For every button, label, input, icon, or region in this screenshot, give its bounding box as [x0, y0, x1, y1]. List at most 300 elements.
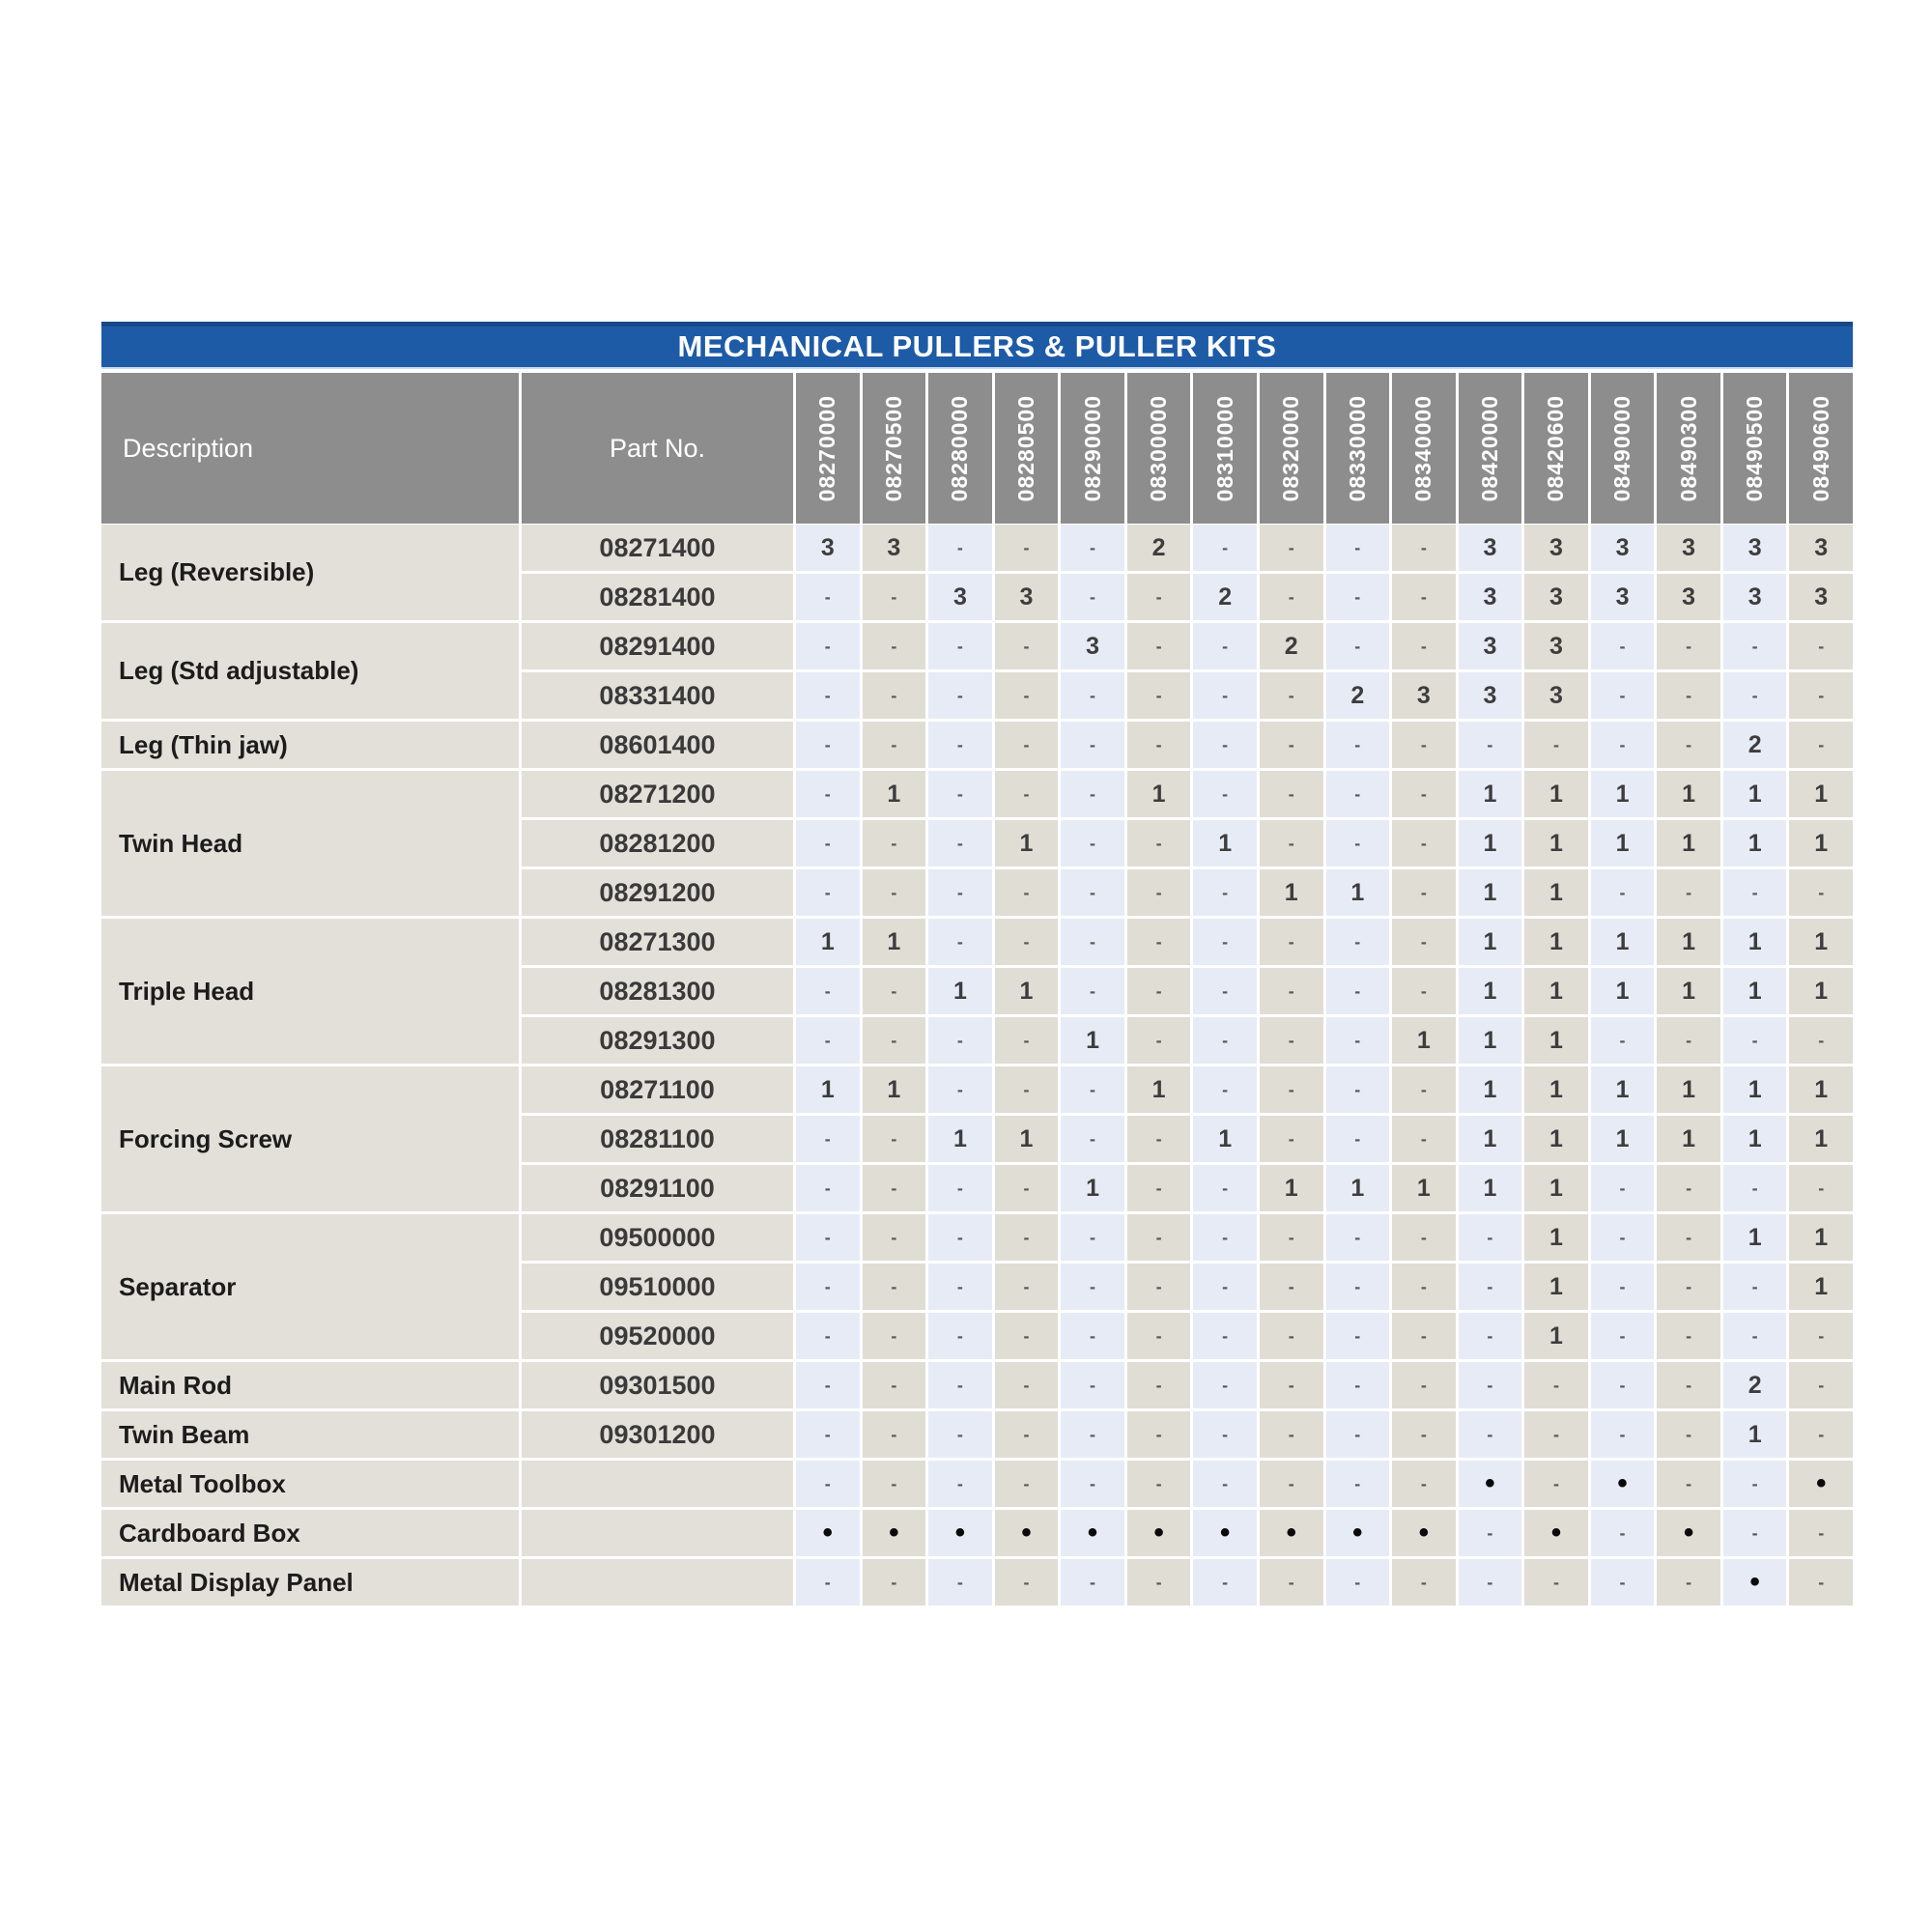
qty-cell: - [863, 722, 926, 768]
qty-cell: - [1127, 968, 1191, 1014]
qty-cell: - [1193, 1461, 1257, 1507]
qty-cell: 1 [1459, 820, 1522, 867]
qty-cell: - [796, 623, 860, 669]
qty-cell: • [796, 1510, 860, 1556]
qty-cell: - [1193, 1264, 1257, 1310]
description-cell: Twin Beam [101, 1411, 519, 1458]
qty-cell: - [1326, 1264, 1390, 1310]
table-body [101, 525, 1853, 1605]
qty-cell: - [1193, 672, 1257, 719]
qty-cell: 1 [995, 1116, 1059, 1162]
qty-cell: 3 [1723, 574, 1787, 620]
part-no-cell: 08281200 [522, 820, 793, 867]
qty-cell: - [1260, 919, 1323, 965]
qty-cell: - [1591, 1264, 1655, 1310]
qty-cell: - [1392, 525, 1456, 571]
qty-cell: • [1789, 1461, 1853, 1507]
kit-column-number: 08320000 [1278, 394, 1304, 502]
qty-cell: 1 [1459, 1017, 1522, 1064]
part-no-cell: 08271300 [522, 919, 793, 965]
part-no-cell: 09520000 [522, 1313, 793, 1359]
qty-cell: - [1061, 869, 1124, 916]
part-no-cell: 09510000 [522, 1264, 793, 1310]
qty-cell: - [1723, 1264, 1787, 1310]
qty-cell: 1 [1591, 1116, 1655, 1162]
kit-column-header [1591, 373, 1655, 524]
qty-cell: - [928, 820, 992, 867]
qty-cell: - [1789, 1362, 1853, 1408]
qty-cell: - [1657, 1165, 1720, 1211]
qty-cell: 1 [1524, 1116, 1588, 1162]
qty-cell: - [1326, 1017, 1390, 1064]
qty-cell: - [1326, 1461, 1390, 1507]
qty-cell: - [1061, 722, 1124, 768]
qty-cell: 1 [1524, 968, 1588, 1014]
qty-cell: - [1127, 722, 1191, 768]
qty-cell: - [863, 1461, 926, 1507]
qty-cell: 1 [995, 820, 1059, 867]
qty-cell: - [1392, 1461, 1456, 1507]
kit-column-number: 08300000 [1146, 394, 1172, 502]
qty-cell: - [1193, 919, 1257, 965]
qty-cell: 1 [1591, 919, 1655, 965]
kit-column-header [1127, 373, 1191, 524]
qty-cell: 1 [1657, 1066, 1720, 1113]
qty-cell: - [928, 525, 992, 571]
qty-cell: 1 [1524, 1066, 1588, 1113]
qty-cell: - [1193, 968, 1257, 1014]
qty-cell: - [928, 1017, 992, 1064]
qty-cell: - [1789, 1313, 1853, 1359]
description-cell: Leg (Thin jaw) [101, 722, 519, 768]
qty-cell: • [1326, 1510, 1390, 1556]
qty-cell: - [928, 1411, 992, 1458]
qty-cell: - [1392, 869, 1456, 916]
qty-cell: 1 [1723, 1116, 1787, 1162]
qty-cell: - [1392, 1559, 1456, 1605]
qty-cell: 1 [1524, 1017, 1588, 1064]
qty-cell: - [928, 1559, 992, 1605]
qty-cell: 1 [1723, 771, 1787, 817]
qty-cell: - [995, 623, 1059, 669]
kit-column-number: 08270500 [880, 394, 906, 502]
qty-cell: - [1260, 1461, 1323, 1507]
qty-cell: - [995, 1264, 1059, 1310]
qty-cell: - [1193, 1313, 1257, 1359]
qty-cell: - [1260, 771, 1323, 817]
part-no-cell: 08281400 [522, 574, 793, 620]
qty-cell: - [928, 1313, 992, 1359]
qty-cell: - [863, 1411, 926, 1458]
part-no-cell: 09301500 [522, 1362, 793, 1408]
qty-cell: - [796, 1362, 860, 1408]
qty-cell: - [1591, 869, 1655, 916]
qty-cell: - [863, 574, 926, 620]
description-cell: Forcing Screw [101, 1066, 519, 1211]
qty-cell: 3 [1459, 623, 1522, 669]
qty-cell: 1 [1723, 1411, 1787, 1458]
qty-cell: - [1723, 869, 1787, 916]
qty-cell: - [1326, 574, 1390, 620]
qty-cell: - [1127, 1017, 1191, 1064]
qty-cell: - [1127, 1461, 1191, 1507]
qty-cell: 1 [1789, 1264, 1853, 1310]
qty-cell: - [1392, 722, 1456, 768]
qty-cell: - [995, 525, 1059, 571]
description-cell: Metal Display Panel [101, 1559, 519, 1605]
qty-cell: - [1657, 1461, 1720, 1507]
qty-cell: - [1591, 1017, 1655, 1064]
qty-cell: - [1061, 1264, 1124, 1310]
qty-cell: 1 [1657, 771, 1720, 817]
table-title: MECHANICAL PULLERS & PULLER KITS [101, 322, 1853, 369]
qty-cell: - [1127, 574, 1191, 620]
qty-cell: - [995, 1313, 1059, 1359]
qty-cell: - [928, 771, 992, 817]
kit-column-header [863, 373, 926, 524]
qty-cell: - [1193, 525, 1257, 571]
qty-cell: - [1260, 1411, 1323, 1458]
qty-cell: - [796, 1411, 860, 1458]
qty-cell: - [1061, 820, 1124, 867]
qty-cell: - [1326, 820, 1390, 867]
qty-cell: - [1260, 1313, 1323, 1359]
qty-cell: - [796, 869, 860, 916]
qty-cell: - [1657, 722, 1720, 768]
qty-cell: - [863, 1313, 926, 1359]
kit-column-number: 08490000 [1609, 394, 1635, 502]
qty-cell: - [928, 672, 992, 719]
qty-cell: - [796, 722, 860, 768]
qty-cell: - [1591, 1411, 1655, 1458]
kit-column-header [1789, 373, 1853, 524]
kit-column-number: 08420000 [1476, 394, 1502, 502]
qty-cell: - [1723, 1313, 1787, 1359]
qty-cell: - [1392, 919, 1456, 965]
qty-cell: - [1459, 1214, 1522, 1261]
qty-cell: - [1789, 1510, 1853, 1556]
qty-cell: - [1193, 1165, 1257, 1211]
kit-column-header [1260, 373, 1323, 524]
qty-cell: 3 [1392, 672, 1456, 719]
qty-cell: - [1260, 820, 1323, 867]
qty-cell: - [995, 1017, 1059, 1064]
qty-cell: 3 [995, 574, 1059, 620]
qty-cell: 1 [796, 1066, 860, 1113]
qty-cell: - [796, 968, 860, 1014]
qty-cell: 2 [1127, 525, 1191, 571]
qty-cell: - [1657, 1411, 1720, 1458]
part-no-cell [522, 1510, 793, 1556]
qty-cell: 3 [1524, 672, 1588, 719]
qty-cell: - [1193, 1066, 1257, 1113]
qty-cell: - [796, 1313, 860, 1359]
qty-cell: - [1061, 672, 1124, 719]
part-no-cell [522, 1559, 793, 1605]
qty-cell: - [1524, 722, 1588, 768]
qty-cell: 1 [1524, 1165, 1588, 1211]
qty-cell: - [1127, 1411, 1191, 1458]
qty-cell: - [1657, 869, 1720, 916]
qty-cell: - [1260, 1264, 1323, 1310]
qty-cell: - [1326, 1066, 1390, 1113]
qty-cell: 3 [928, 574, 992, 620]
qty-cell: 3 [1723, 525, 1787, 571]
qty-cell: 1 [995, 968, 1059, 1014]
qty-cell: - [863, 1264, 926, 1310]
description-cell: Cardboard Box [101, 1510, 519, 1556]
qty-cell: 1 [1591, 968, 1655, 1014]
qty-cell: - [1524, 1411, 1588, 1458]
qty-cell: - [1789, 722, 1853, 768]
qty-cell: - [1789, 672, 1853, 719]
qty-cell: - [1459, 1411, 1522, 1458]
qty-cell: - [1657, 1214, 1720, 1261]
qty-cell: - [928, 1362, 992, 1408]
qty-cell: - [1392, 1362, 1456, 1408]
qty-cell: - [796, 1116, 860, 1162]
qty-cell: 1 [1459, 968, 1522, 1014]
qty-cell: - [995, 869, 1059, 916]
qty-cell: - [796, 820, 860, 867]
description-cell: Metal Toolbox [101, 1461, 519, 1507]
qty-cell: - [1061, 1559, 1124, 1605]
qty-cell: - [1591, 1214, 1655, 1261]
qty-cell: 1 [1392, 1165, 1456, 1211]
qty-cell: - [796, 672, 860, 719]
part-no-cell [522, 1461, 793, 1507]
part-no-cell: 08271100 [522, 1066, 793, 1113]
qty-cell: 2 [1723, 1362, 1787, 1408]
qty-cell: 1 [1723, 1066, 1787, 1113]
qty-cell: 3 [1459, 672, 1522, 719]
qty-cell: 2 [1260, 623, 1323, 669]
qty-cell: - [1591, 1313, 1655, 1359]
qty-cell: - [1127, 919, 1191, 965]
qty-cell: - [1723, 1510, 1787, 1556]
qty-cell: 1 [1789, 968, 1853, 1014]
qty-cell: - [1326, 623, 1390, 669]
kit-column-header [1459, 373, 1522, 524]
qty-cell: 1 [1723, 1214, 1787, 1261]
qty-cell: - [1723, 623, 1787, 669]
qty-cell: 1 [1459, 771, 1522, 817]
qty-cell: 1 [1789, 919, 1853, 965]
qty-cell: 1 [1524, 1264, 1588, 1310]
kit-column-header [1193, 373, 1257, 524]
qty-cell: - [1061, 771, 1124, 817]
part-no-cell: 09500000 [522, 1214, 793, 1261]
header-part-no: Part No. [522, 373, 793, 524]
qty-cell: - [1193, 771, 1257, 817]
qty-cell: - [1392, 1313, 1456, 1359]
qty-cell: - [1326, 525, 1390, 571]
qty-cell: - [796, 1017, 860, 1064]
description-cell: Main Rod [101, 1362, 519, 1408]
qty-cell: - [1127, 1165, 1191, 1211]
qty-cell: - [1392, 1264, 1456, 1310]
qty-cell: - [928, 1461, 992, 1507]
qty-cell: 2 [1326, 672, 1390, 719]
qty-cell: - [1127, 820, 1191, 867]
kit-column-number: 08270000 [814, 394, 840, 502]
qty-cell: - [1061, 1461, 1124, 1507]
qty-cell: • [1193, 1510, 1257, 1556]
description-cell: Leg (Reversible) [101, 525, 519, 620]
qty-cell: - [995, 1066, 1059, 1113]
qty-cell: 1 [1789, 1214, 1853, 1261]
qty-cell: - [1591, 623, 1655, 669]
qty-cell: - [1392, 574, 1456, 620]
qty-cell: 1 [1524, 919, 1588, 965]
kit-column-number: 08280500 [1012, 394, 1038, 502]
qty-cell: • [995, 1510, 1059, 1556]
qty-cell: 1 [1392, 1017, 1456, 1064]
qty-cell: 1 [1127, 771, 1191, 817]
qty-cell: - [1260, 968, 1323, 1014]
qty-cell: - [928, 1214, 992, 1261]
qty-cell: - [1193, 1017, 1257, 1064]
qty-cell: 1 [1459, 919, 1522, 965]
qty-cell: • [1392, 1510, 1456, 1556]
qty-cell: 1 [928, 968, 992, 1014]
qty-cell: - [863, 869, 926, 916]
qty-cell: • [1591, 1461, 1655, 1507]
qty-cell: 1 [1524, 771, 1588, 817]
qty-cell: - [1127, 1264, 1191, 1310]
qty-cell: - [1061, 919, 1124, 965]
qty-cell: - [863, 1017, 926, 1064]
qty-cell: - [863, 820, 926, 867]
qty-cell: - [1524, 1559, 1588, 1605]
qty-cell: 3 [863, 525, 926, 571]
qty-cell: - [1193, 623, 1257, 669]
qty-cell: - [1061, 1066, 1124, 1113]
qty-cell: - [1459, 1313, 1522, 1359]
qty-cell: 3 [1524, 525, 1588, 571]
qty-cell: - [1591, 722, 1655, 768]
qty-cell: - [995, 771, 1059, 817]
qty-cell: 1 [1657, 1116, 1720, 1162]
qty-cell: - [1392, 820, 1456, 867]
qty-cell: - [1326, 1116, 1390, 1162]
part-no-cell: 08281300 [522, 968, 793, 1014]
qty-cell: 1 [1657, 919, 1720, 965]
qty-cell: 1 [1326, 869, 1390, 916]
kit-column-number: 08310000 [1211, 394, 1237, 502]
description-cell: Twin Head [101, 771, 519, 916]
qty-cell: - [1789, 1017, 1853, 1064]
qty-cell: • [1260, 1510, 1323, 1556]
qty-cell: 1 [796, 919, 860, 965]
qty-cell: - [1061, 1362, 1124, 1408]
qty-cell: - [1459, 1264, 1522, 1310]
qty-cell: 1 [1723, 919, 1787, 965]
qty-cell: - [928, 919, 992, 965]
qty-cell: - [928, 722, 992, 768]
qty-cell: - [1524, 1362, 1588, 1408]
kit-column-number: 08330000 [1344, 394, 1370, 502]
qty-cell: - [1723, 1017, 1787, 1064]
qty-cell: - [863, 1362, 926, 1408]
qty-cell: 2 [1723, 722, 1787, 768]
qty-cell: 1 [1524, 1214, 1588, 1261]
qty-cell: - [1127, 623, 1191, 669]
qty-cell: 1 [1459, 869, 1522, 916]
qty-cell: - [1723, 1461, 1787, 1507]
qty-cell: - [1127, 1362, 1191, 1408]
qty-cell: - [1326, 919, 1390, 965]
qty-cell: 1 [1061, 1165, 1124, 1211]
kit-column-header [1723, 373, 1787, 524]
qty-cell: 1 [1591, 771, 1655, 817]
part-no-cell: 08271200 [522, 771, 793, 817]
qty-cell: 1 [928, 1116, 992, 1162]
qty-cell: 1 [863, 771, 926, 817]
pullers-kits-table [101, 322, 1853, 1605]
part-no-cell: 08281100 [522, 1116, 793, 1162]
qty-cell: 1 [1326, 1165, 1390, 1211]
qty-cell: - [1392, 1116, 1456, 1162]
qty-cell: - [995, 1559, 1059, 1605]
kit-column-number: 08420600 [1543, 394, 1569, 502]
qty-cell: - [1061, 1313, 1124, 1359]
qty-cell: - [1127, 1313, 1191, 1359]
qty-cell: • [863, 1510, 926, 1556]
qty-cell: - [1392, 771, 1456, 817]
qty-cell: - [1061, 1214, 1124, 1261]
qty-cell: 1 [1459, 1066, 1522, 1113]
qty-cell: - [796, 1165, 860, 1211]
header-description: Description [101, 373, 519, 524]
qty-cell: - [928, 1165, 992, 1211]
qty-cell: - [863, 968, 926, 1014]
qty-cell: 1 [1723, 820, 1787, 867]
kit-column-header [995, 373, 1059, 524]
qty-cell: 2 [1193, 574, 1257, 620]
kit-column-number: 08340000 [1410, 394, 1436, 502]
qty-cell: 3 [1789, 525, 1853, 571]
qty-cell: - [1260, 574, 1323, 620]
part-no-cell: 08291200 [522, 869, 793, 916]
qty-cell: 3 [1524, 623, 1588, 669]
qty-cell: 3 [1591, 574, 1655, 620]
qty-cell: 1 [1193, 1116, 1257, 1162]
qty-cell: - [1459, 722, 1522, 768]
qty-cell: - [1193, 1362, 1257, 1408]
part-no-cell: 08291300 [522, 1017, 793, 1064]
qty-cell: - [1326, 1313, 1390, 1359]
kit-column-header [928, 373, 992, 524]
qty-cell: 1 [1524, 820, 1588, 867]
qty-cell: - [995, 1362, 1059, 1408]
qty-cell: 1 [1260, 869, 1323, 916]
qty-cell: • [1524, 1510, 1588, 1556]
qty-cell: - [1193, 1214, 1257, 1261]
qty-cell: 1 [1459, 1165, 1522, 1211]
qty-cell: - [796, 1214, 860, 1261]
qty-cell: - [1260, 1559, 1323, 1605]
qty-cell: • [1127, 1510, 1191, 1556]
qty-cell: 3 [1591, 525, 1655, 571]
qty-cell: - [863, 1214, 926, 1261]
qty-cell: 1 [1657, 820, 1720, 867]
qty-cell: - [1392, 623, 1456, 669]
qty-cell: - [1193, 1559, 1257, 1605]
qty-cell: - [796, 574, 860, 620]
qty-cell: - [1326, 968, 1390, 1014]
qty-cell: 1 [863, 1066, 926, 1113]
